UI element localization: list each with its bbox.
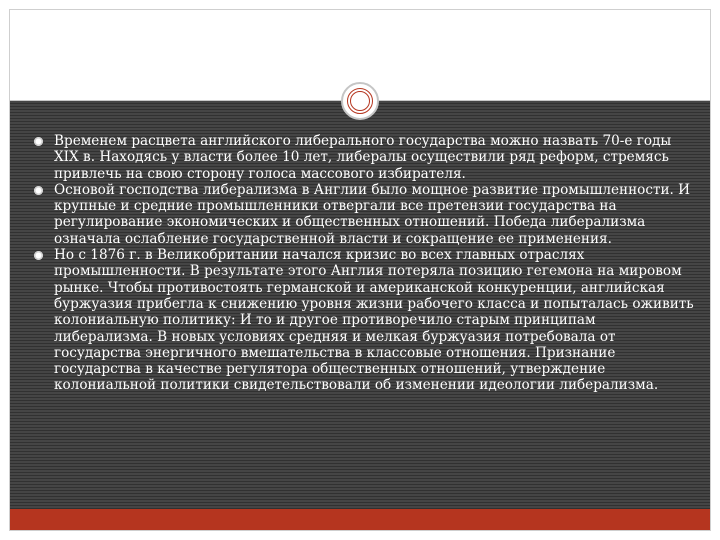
- bullet-dot-icon: [34, 186, 43, 195]
- bullet-item-3: [34, 247, 694, 394]
- bullet-dot-icon: [34, 251, 43, 260]
- bullet-dot-icon: [34, 137, 43, 146]
- footer-accent-bar: [10, 509, 710, 530]
- slide: [10, 10, 710, 530]
- bullet-text-1: Временем расцвета английского либерального государства можно назвать 70-е годы XIX в. Находясь у власти более 10 лет, либералы осуществили ряд реформ, стремясь привлечь на свою сторону голоса массового избирателя.: [54, 133, 672, 182]
- bullet-list: [34, 133, 694, 394]
- bullet-item-2: [34, 182, 694, 247]
- bullet-item-1: [34, 133, 694, 182]
- ornament-ring: [347, 88, 373, 114]
- bullet-text-2: Основой господства либерализма в Англии было мощное развитие промышленности. И крупные и средние промышленники отвергали все претензии государства на регулирование экономических и общественных отношений. Победа либерализма означала ослабление государственной власти и сокращение ее применения.: [54, 181, 691, 247]
- circle-ornament-icon: [341, 82, 379, 120]
- bullet-text-3: Но с 1876 г. в Великобритании начался кризис во всех главных отраслях промышленности. В результате этого Англия потеряла позицию гегемона на мировом рынке. Чтобы противостоять германской и американской конкуренции, английская буржуазия прибегла к снижению уровня жизни рабочего класса и попыталась оживить колониальную политику: И то и другое противоречило старым принципам либерализма. В новых условиях средняя и мелкая буржуазия потребовала от государства энергичного вмешательства в классовые отношения. Признание государства в качестве регулятора общественных отношений, утверждение колониальной политики свидетельствовали об изменении идеологии либерализма.: [54, 247, 694, 394]
- content-panel: [10, 101, 710, 509]
